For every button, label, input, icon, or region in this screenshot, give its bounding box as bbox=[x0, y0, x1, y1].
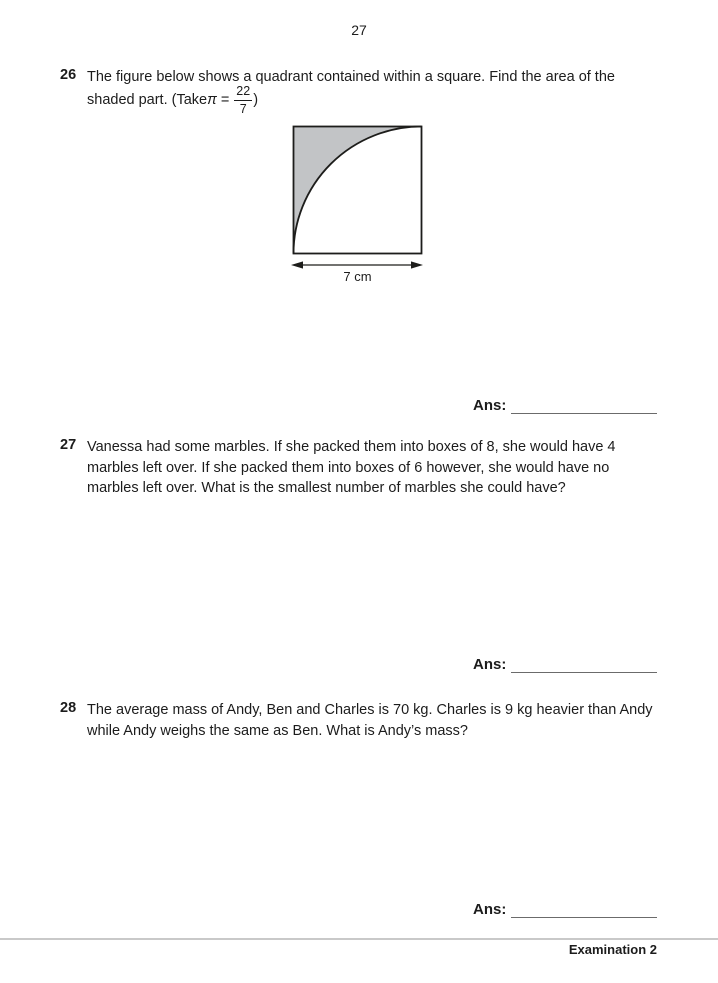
fraction-denominator: 7 bbox=[239, 101, 247, 116]
footer-exam-label: Examination 2 bbox=[568, 942, 657, 957]
pi-symbol: π bbox=[207, 91, 217, 108]
question-28-text bbox=[87, 700, 672, 741]
question-26-line1: The figure below shows a quadrant contained within a square. Find the area of the bbox=[87, 69, 615, 85]
question-28-line1: The average mass of Andy, Ben and Charles is 70 kg. Charles is 9 kg heavier than Andy bbox=[87, 702, 653, 718]
page-number: 27 bbox=[351, 22, 367, 38]
question-27-number: 27 bbox=[60, 437, 77, 453]
fraction-numerator: 22 bbox=[234, 84, 252, 100]
arrowhead-left-icon bbox=[291, 261, 303, 268]
answer-row-27 bbox=[473, 656, 657, 673]
answer-label-27: Ans: bbox=[473, 656, 507, 673]
question-28-line2: while Andy weighs the same as Ben. What is Andy’s mass? bbox=[87, 722, 468, 739]
shaded-region bbox=[294, 127, 422, 254]
quadrant-square-figure bbox=[292, 125, 423, 255]
question-26-number: 26 bbox=[60, 67, 77, 83]
equals-sign: = bbox=[220, 91, 230, 108]
question-28-number: 28 bbox=[60, 700, 77, 716]
answer-blank-line-26 bbox=[511, 398, 657, 414]
fraction-22-over-7 bbox=[234, 84, 252, 116]
dimension-label: 7 cm bbox=[343, 269, 372, 284]
answer-row-28 bbox=[473, 901, 657, 918]
question-26-line2-suffix: ) bbox=[253, 91, 259, 108]
question-27-text bbox=[87, 437, 672, 499]
answer-label-26: Ans: bbox=[473, 397, 507, 414]
question-27-line3: marbles left over. What is the smallest number of marbles she could have? bbox=[87, 480, 566, 496]
answer-blank-line-28 bbox=[511, 902, 657, 918]
arrowhead-right-icon bbox=[411, 261, 423, 268]
question-27-line2: marbles left over. If she packed them into boxes of 6 however, she would have no bbox=[87, 459, 610, 476]
footer-divider bbox=[0, 938, 718, 940]
answer-blank-line-27 bbox=[511, 657, 657, 673]
question-26-line2 bbox=[87, 84, 259, 116]
answer-label-28: Ans: bbox=[473, 901, 507, 918]
answer-row-26 bbox=[473, 397, 657, 414]
question-27-line1: Vanessa had some marbles. If she packed them into boxes of 8, she would have 4 bbox=[87, 439, 616, 455]
question-26-line2-prefix: shaded part. (Take bbox=[87, 91, 208, 108]
